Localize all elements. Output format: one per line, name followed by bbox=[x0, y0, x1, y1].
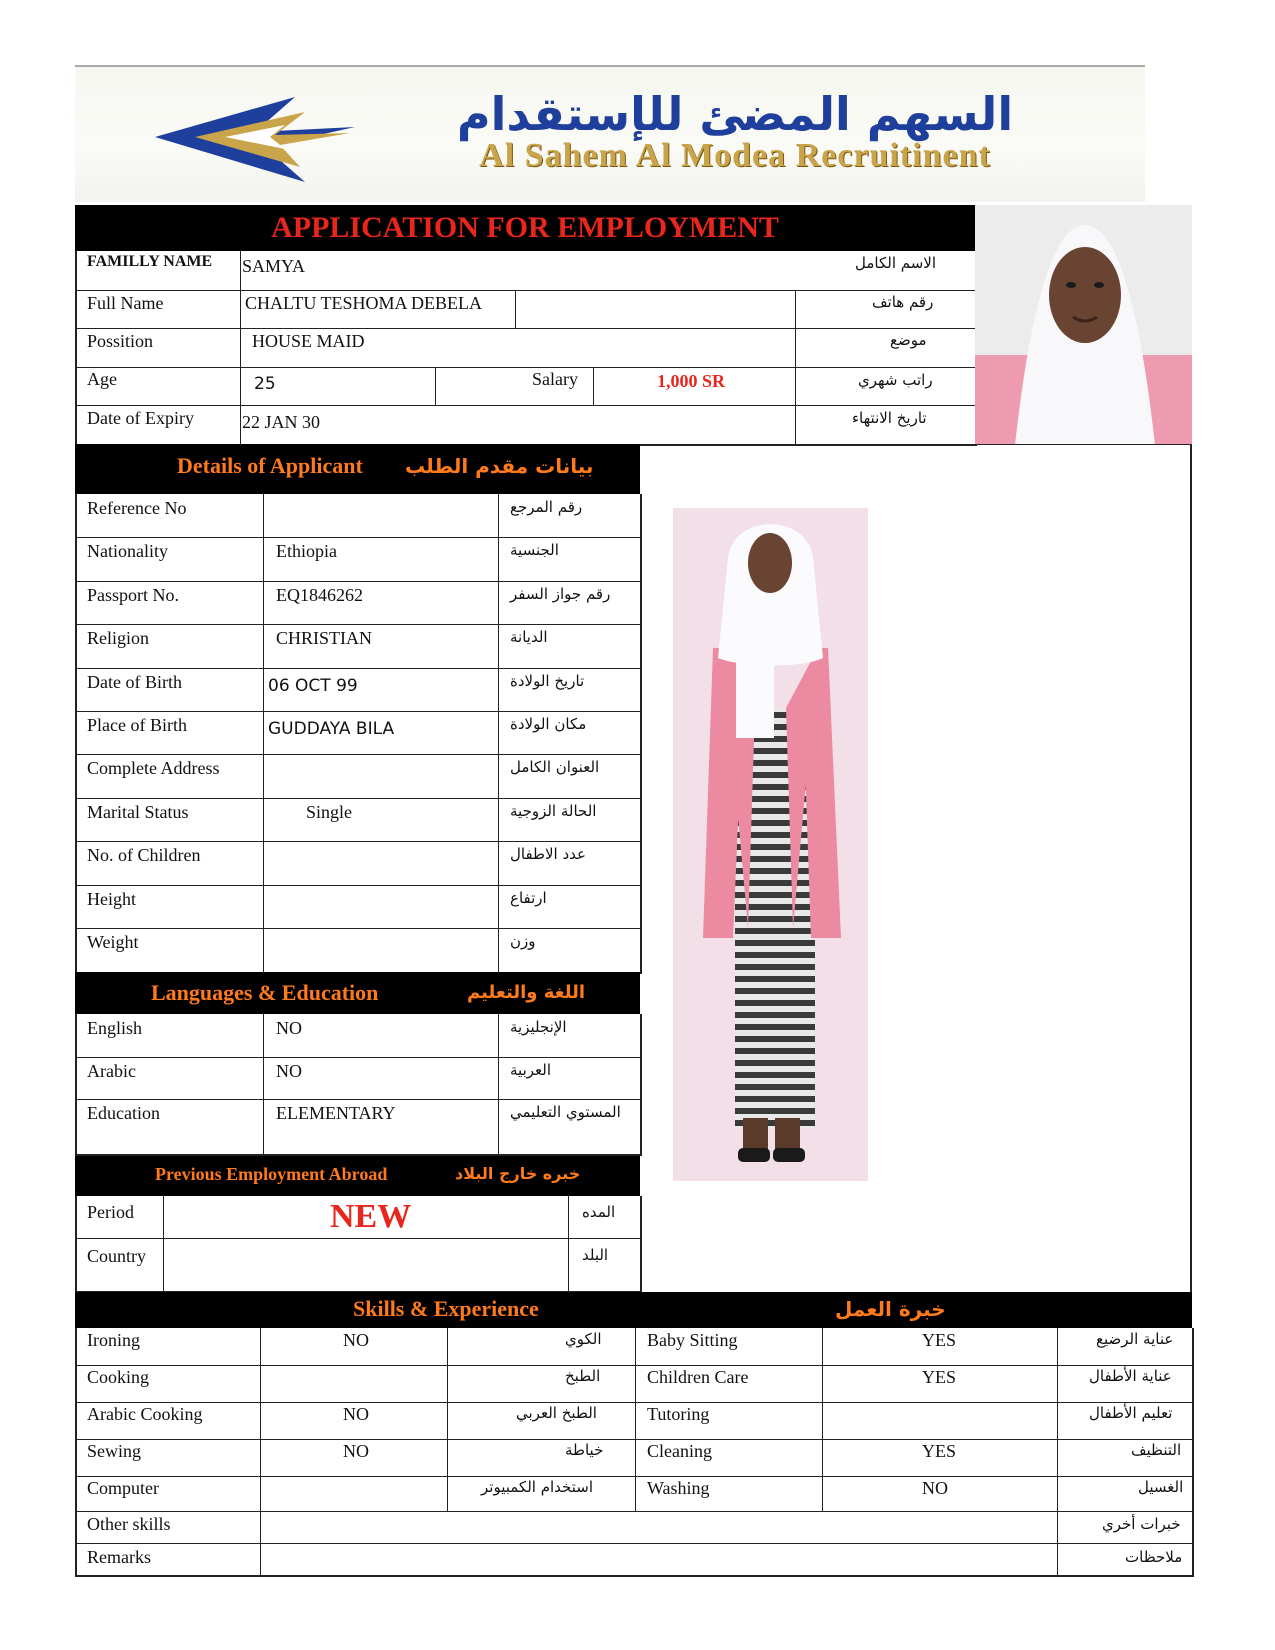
details-row-arabic: مكان الولادة bbox=[510, 715, 587, 733]
skill-arabic: عناية الرضيع bbox=[1096, 1330, 1174, 1348]
language-row-arabic: المستوي التعليمي bbox=[510, 1103, 621, 1121]
period-arabic: المده bbox=[582, 1203, 616, 1221]
details-header-arabic: بيانات مقدم الطلب bbox=[405, 454, 594, 478]
skill-arabic: التنظيف bbox=[1131, 1441, 1182, 1459]
details-row-arabic: الجنسية bbox=[510, 541, 559, 559]
position-label: Possition bbox=[87, 331, 154, 351]
remarks-label: Remarks bbox=[87, 1547, 151, 1567]
details-row-label: No. of Children bbox=[87, 845, 201, 865]
full-name-arabic: رقم هاتف bbox=[872, 293, 934, 311]
skill-value: NO bbox=[343, 1330, 369, 1350]
expiry-label: Date of Expiry bbox=[87, 408, 194, 428]
skill-value: NO bbox=[922, 1478, 948, 1498]
languages-header-english: Languages & Education bbox=[151, 980, 379, 1005]
details-row-value: Single bbox=[306, 802, 353, 822]
previous-header-english: Previous Employment Abroad bbox=[155, 1164, 388, 1184]
details-row-label: Date of Birth bbox=[87, 672, 182, 692]
skill-label: Ironing bbox=[87, 1330, 140, 1350]
details-row-arabic: ارتفاع bbox=[510, 889, 547, 907]
skill-label: Tutoring bbox=[647, 1404, 710, 1424]
skill-label: Computer bbox=[87, 1478, 159, 1498]
skill-label: Baby Sitting bbox=[647, 1330, 738, 1350]
details-row-arabic: رقم جواز السفر bbox=[510, 585, 611, 603]
skill-label: Children Care bbox=[647, 1367, 749, 1387]
language-row-value: NO bbox=[276, 1061, 302, 1081]
details-row-label: Complete Address bbox=[87, 758, 220, 778]
skill-arabic: الطبخ العربي bbox=[516, 1404, 597, 1422]
company-logo-icon bbox=[155, 87, 365, 187]
skill-value: YES bbox=[922, 1367, 957, 1387]
position-arabic: موضع bbox=[890, 331, 927, 349]
language-row-value: NO bbox=[276, 1018, 302, 1038]
skill-arabic: الكوي bbox=[565, 1330, 602, 1348]
skill-arabic: استخدام الكمبيوتر bbox=[481, 1478, 593, 1496]
age-label: Age bbox=[87, 369, 117, 389]
details-row-value: Ethiopia bbox=[276, 541, 337, 561]
skill-label: Arabic Cooking bbox=[87, 1404, 203, 1424]
details-header bbox=[75, 444, 640, 494]
skills-header-arabic: خبرة العمل bbox=[835, 1297, 946, 1321]
country-label: Country bbox=[87, 1246, 147, 1266]
skill-value: NO bbox=[343, 1441, 369, 1461]
skills-header-english: Skills & Experience bbox=[353, 1296, 539, 1321]
skills-header bbox=[75, 1292, 1192, 1328]
details-row-value: EQ1846262 bbox=[276, 585, 363, 605]
details-row-label: Religion bbox=[87, 628, 149, 648]
details-row-arabic: العنوان الكامل bbox=[510, 758, 600, 776]
details-row-value: GUDDAYA BILA bbox=[268, 719, 395, 739]
details-row-arabic: وزن bbox=[510, 932, 536, 950]
expiry-value: 22 JAN 30 bbox=[242, 412, 321, 432]
details-row-value: CHRISTIAN bbox=[276, 628, 373, 648]
language-row-label: Education bbox=[87, 1103, 160, 1123]
language-row-label: Arabic bbox=[87, 1061, 136, 1081]
skill-value: NO bbox=[343, 1404, 369, 1424]
company-banner bbox=[75, 65, 1145, 202]
language-row-label: English bbox=[87, 1018, 143, 1038]
language-row-value: ELEMENTARY bbox=[276, 1103, 396, 1123]
skill-label: Cleaning bbox=[647, 1441, 712, 1461]
salary-value: 1,000 SR bbox=[657, 371, 726, 391]
details-row-label: Place of Birth bbox=[87, 715, 187, 735]
details-header-english: Details of Applicant bbox=[177, 453, 363, 478]
salary-arabic: راتب شهري bbox=[858, 371, 933, 389]
language-row-arabic: العربية bbox=[510, 1061, 551, 1079]
skill-arabic: خياطة bbox=[565, 1441, 604, 1459]
language-row-arabic: الإنجليزية bbox=[510, 1018, 567, 1036]
details-row-label: Passport No. bbox=[87, 585, 180, 605]
details-row-arabic: تاريخ الولادة bbox=[510, 672, 585, 690]
other-skills-arabic: خبرات أخري bbox=[1102, 1515, 1181, 1533]
full-name-value: CHALTU TESHOMA DEBELA bbox=[245, 293, 483, 313]
country-arabic: البلد bbox=[582, 1246, 609, 1264]
skill-value: YES bbox=[922, 1330, 957, 1350]
skill-label: Cooking bbox=[87, 1367, 150, 1387]
details-row-label: Nationality bbox=[87, 541, 168, 561]
skill-arabic: تعليم الأطفال bbox=[1089, 1404, 1173, 1422]
salary-label: Salary bbox=[532, 369, 578, 389]
headshot-icon bbox=[975, 205, 1192, 445]
company-name-arabic: السهم المضئ للإستقدام bbox=[456, 87, 1014, 141]
details-row-label: Reference No bbox=[87, 498, 187, 518]
previous-employment-header bbox=[75, 1156, 640, 1196]
expiry-arabic: تاريخ الانتهاء bbox=[852, 409, 927, 427]
remarks-arabic: ملاحظات bbox=[1125, 1548, 1183, 1566]
period-value: NEW bbox=[330, 1198, 412, 1235]
details-row-arabic: الديانة bbox=[510, 628, 548, 646]
skill-value: YES bbox=[922, 1441, 957, 1461]
details-row-arabic: الحالة الزوجية bbox=[510, 802, 597, 820]
family-name-arabic: الاسم الكامل bbox=[855, 254, 937, 272]
headshot-photo bbox=[975, 205, 1192, 445]
skill-label: Sewing bbox=[87, 1441, 141, 1461]
details-row-value: 06 OCT 99 bbox=[268, 676, 358, 696]
previous-header-arabic: خبره خارج البلاد bbox=[455, 1164, 581, 1183]
skill-label: Washing bbox=[647, 1478, 710, 1498]
age-value: 25 bbox=[254, 374, 276, 394]
period-label: Period bbox=[87, 1202, 134, 1222]
page-title bbox=[75, 205, 975, 251]
company-name-english: Al Sahem Al Modea Recruitinent bbox=[479, 137, 991, 174]
other-skills-label: Other skills bbox=[87, 1514, 171, 1534]
full-name-label: Full Name bbox=[87, 293, 164, 313]
skill-arabic: الغسيل bbox=[1138, 1478, 1184, 1496]
details-row-label: Height bbox=[87, 889, 136, 909]
details-row-label: Marital Status bbox=[87, 802, 189, 822]
skill-arabic: الطبخ bbox=[565, 1367, 601, 1385]
details-row-label: Weight bbox=[87, 932, 139, 952]
details-row-arabic: عدد الاطفال bbox=[510, 845, 586, 863]
family-name-value: SAMYA bbox=[242, 256, 306, 276]
page-title-text: APPLICATION FOR EMPLOYMENT bbox=[271, 211, 779, 244]
skill-arabic: عناية الأطفال bbox=[1089, 1367, 1172, 1385]
languages-header-arabic: اللغة والتعليم bbox=[467, 982, 586, 1003]
details-row-arabic: رقم المرجع bbox=[510, 498, 583, 516]
top-info-table bbox=[75, 251, 977, 446]
languages-header bbox=[75, 972, 640, 1014]
full-body-photo bbox=[673, 508, 868, 1181]
full-body-icon bbox=[673, 508, 868, 1181]
position-value: HOUSE MAID bbox=[252, 331, 365, 351]
family-name-label: FAMILLY NAME bbox=[87, 253, 213, 270]
